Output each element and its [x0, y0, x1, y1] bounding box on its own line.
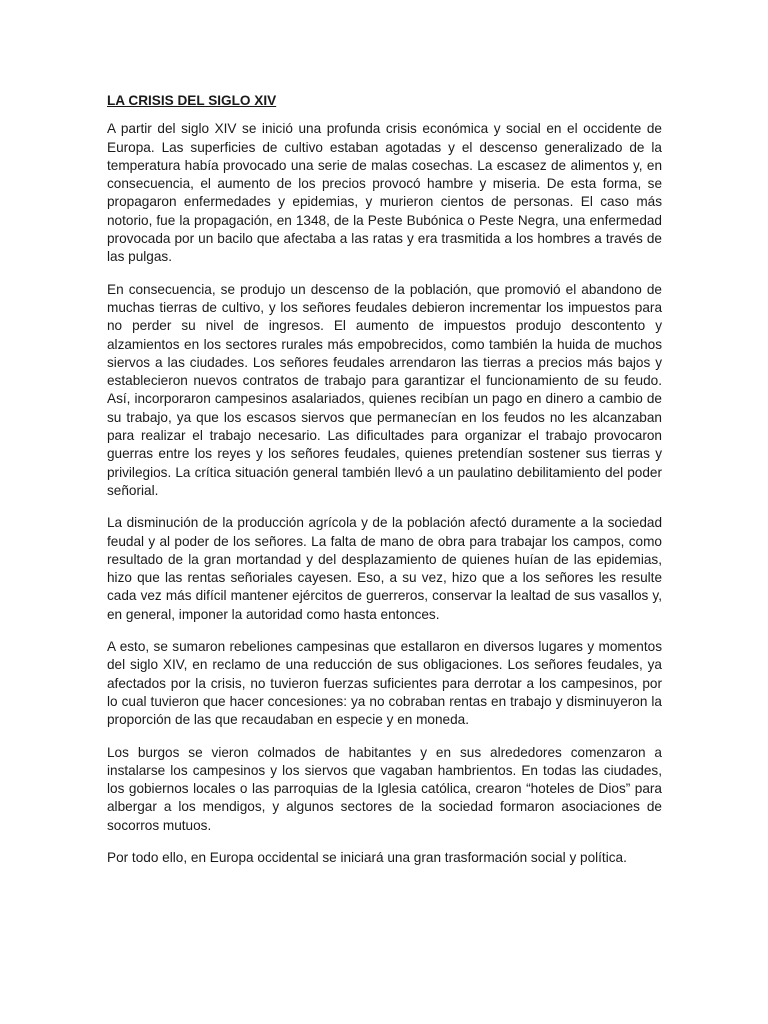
document-body	[107, 92, 662, 881]
paragraph-3: La disminución de la producción agrícola y de la población afectó duramente a la sociedad feudal y al poder de los señores. La falta de mano de obra para trabajar los campos, como resultado de la gran mortandad y del desplazamiento de quienes huían de las epidemias, hizo que las rentas señoriales cayesen. Eso, a su vez, hizo que a los señores les resulte cada vez más difícil mantener ejércitos de guerreros, conservar la lealtad de sus vasallos y, en general, imponer la autoridad como hasta entonces.	[107, 515, 662, 622]
paragraph-4: A esto, se sumaron rebeliones campesinas que estallaron en diversos lugares y momentos del siglo XIV, en reclamo de una reducción de sus obligaciones. Los señores feudales, ya afectados por la crisis, no tuvieron fuerzas suficientes para derrotar a los campesinos, por lo cual tuvieron que hacer concesiones: ya no cobraban rentas en trabajo y disminuyeron la proporción de las que recaudaban en especie y en moneda.	[107, 639, 662, 728]
paragraph-5: Los burgos se vieron colmados de habitantes y en sus alrededores comenzaron a instalarse los campesinos y los siervos que vagaban hambrientos. En todas las ciudades, los gobiernos locales o las parroquias de la Iglesia católica, crearon “hoteles de Dios” para albergar a los mendigos, y algunos sectores de la sociedad formaron asociaciones de socorros mutuos.	[107, 744, 662, 833]
paragraph-1: A partir del siglo XIV se inició una profunda crisis económica y social en el occidente de Europa. Las superficies de cultivo estaban agotadas y el descenso generalizado de la temperatura había provocado una serie de malas cosechas. La escasez de alimentos y, en consecuencia, el aumento de los precios provocó hambre y miseria. De esta forma, se propagaron enfermedades y epidemias, y murieron cientos de personas. El caso más notorio, fue la propagación, en 1348, de la Peste Bubónica o Peste Negra, una enfermedad provocada por un bacilo que afectaba a las ratas y era trasmitida a los hombres a través de las pulgas.	[107, 121, 662, 265]
document-title: LA CRISIS DEL SIGLO XIV	[107, 93, 277, 108]
paragraph-2: En consecuencia, se produjo un descenso de la población, que promovió el abandono de muchas tierras de cultivo, y los señores feudales debieron incrementar los impuestos para no perder su nivel de ingresos. El aumento de impuestos produjo descontento y alzamientos en los sectores rurales más empobrecidos, como también la huida de muchos siervos a las ciudades. Los señores feudales arrendaron las tierras a precios más bajos y establecieron nuevos contratos de trabajo para garantizar el funcionamiento de su feudo. Así, incorporaron campesinos asalariados, quienes recibían un pago en dinero a cambio de su trabajo, ya que los escasos siervos que permanecían en los feudos no les alcanzaban para realizar el trabajo necesario. Las dificultades para organizar el trabajo provocaron guerras entre los reyes y los señores feudales, quienes pretendían sostener sus tierras y privilegios. La crítica situación general también llevó a un paulatino debilitamiento del poder señorial.	[107, 281, 662, 498]
paragraph-6: Por todo ello, en Europa occidental se iniciará una gran trasformación social y política.	[107, 849, 627, 865]
